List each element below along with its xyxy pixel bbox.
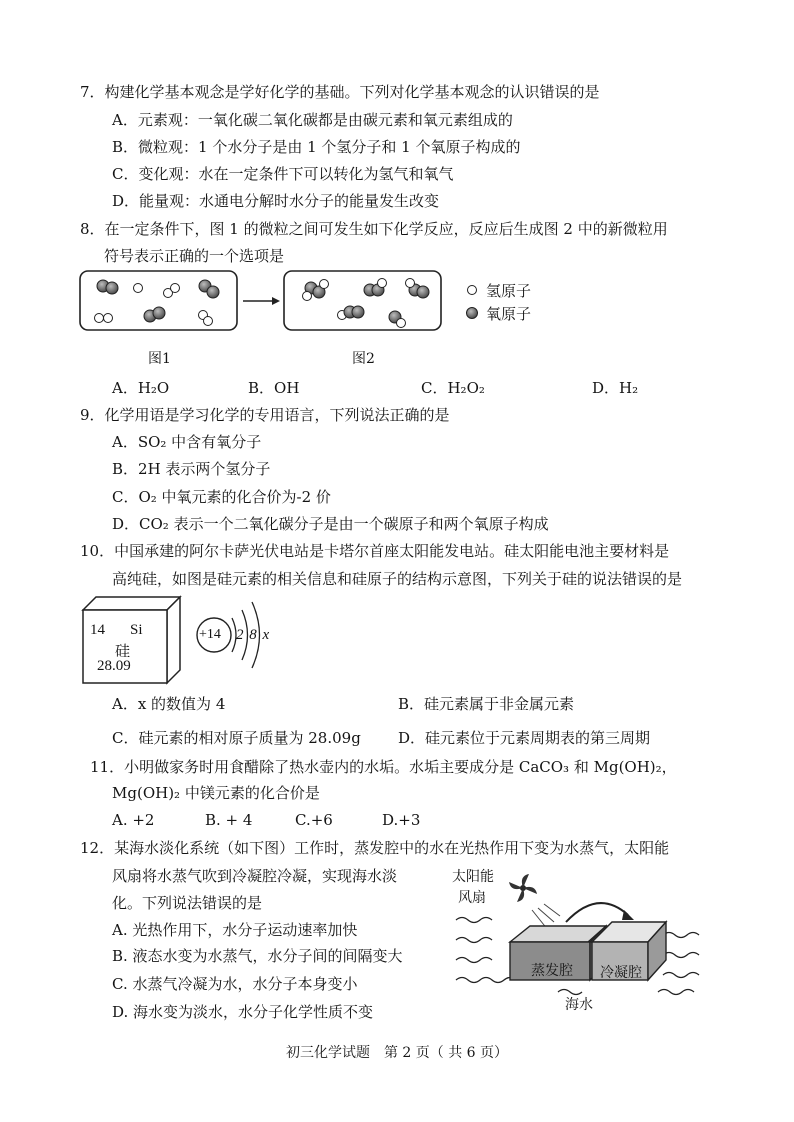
- q11-option-a: A. +2: [112, 811, 155, 829]
- q8-option-b: B．OH: [248, 379, 300, 397]
- q10-stem-continued: 高纯硅，如图是硅元素的相关信息和硅原子的结构示意图，下列关于硅的说法错误的是: [112, 570, 683, 588]
- q8-stem-continued: 符号表示正确的一个选项是: [104, 247, 285, 265]
- q10-option-b: B．硅元素属于非金属元素: [398, 695, 575, 713]
- q12-option-d: D. 海水变为淡水，水分子化学性质不变: [112, 1003, 374, 1021]
- element-number: 14: [90, 622, 105, 638]
- fig-sea-label: 海水: [565, 997, 593, 1013]
- q8-stem: 8．在一定条件下，图 1 的微粒之间可发生如下化学反应，反应后生成图 2 中的新微粒用: [80, 220, 668, 238]
- q12-option-b: B. 液态水变为水蒸气，水分子间的间隔变大: [112, 947, 403, 965]
- q7-option-d: D．能量观：水通电分解时水分子的能量发生改变: [112, 192, 440, 210]
- q7-option-a: A．元素观：一氧化碳二氧化碳都是由碳元素和氧元素组成的: [112, 111, 513, 129]
- q11-stem-continued: Mg(OH)₂ 中镁元素的化合价是: [112, 784, 320, 802]
- q12-option-a: A. 光热作用下，水分子运动速率加快: [112, 921, 358, 939]
- fig-fan-label-1: 太阳能: [452, 869, 494, 885]
- q11-option-d: D.+3: [382, 811, 421, 829]
- q12-stem-continued: 风扇将水蒸气吹到冷凝腔冷凝，实现海水淡: [112, 867, 398, 885]
- q9-option-c: C．O₂ 中氧元素的化合价为-2 价: [112, 488, 331, 506]
- legend-oxygen: 氧原子: [486, 305, 532, 323]
- q7-option-c: C．变化观：水在一定条件下可以转化为氢气和氧气: [112, 165, 454, 183]
- q8-option-c: C．H₂O₂: [421, 379, 485, 397]
- fig-fan-label-2: 风扇: [458, 890, 486, 906]
- q8-option-a: A．H₂O: [112, 379, 170, 397]
- q12-stem: 12．某海水淡化系统（如下图）工作时，蒸发腔中的水在光热作用下变为水蒸气，太阳能: [80, 839, 670, 857]
- q10-stem: 10．中国承建的阿尔卡萨光伏电站是卡塔尔首座太阳能发电站。硅太阳能电池主要材料是: [80, 542, 670, 560]
- hydrogen-atom-icon: [468, 286, 477, 295]
- fig-cond-label: 冷凝腔: [600, 965, 642, 981]
- legend-hydrogen: 氢原子: [486, 282, 532, 300]
- q8-option-d: D．H₂: [592, 379, 639, 397]
- q11-option-b: B. + 4: [205, 811, 253, 829]
- fig-evap-label: 蒸发腔: [531, 963, 573, 979]
- fig2-label: 图2: [352, 351, 375, 367]
- q9-stem: 9．化学用语是学习化学的专用语言，下列说法正确的是: [80, 406, 450, 424]
- q9-option-a: A．SO₂ 中含有氧分子: [112, 433, 262, 451]
- element-symbol: Si: [130, 622, 143, 638]
- atom-nucleus: +14: [199, 627, 221, 642]
- q11-stem: 11．小明做家务时用食醋除了热水壶内的水垢。水垢主要成分是 CaCO₃ 和 Mg(OH)₂，: [90, 758, 677, 776]
- oxygen-atom-icon: [467, 308, 478, 319]
- q9-option-b: B．2H 表示两个氢分子: [112, 460, 271, 478]
- element-mass: 28.09: [97, 658, 131, 674]
- atom-shells: 2 8 x: [236, 627, 270, 643]
- q8-reaction-figure: [0, 268, 794, 348]
- q12-stem-continued-2: 化。下列说法错误的是: [112, 894, 263, 912]
- element-name: 硅: [115, 644, 131, 660]
- page-footer: 初三化学试题 第 2 页（ 共 6 页）: [285, 1045, 509, 1061]
- q7-stem: 7．构建化学基本观念是学好化学的基础。下列对化学基本观念的认识错误的是: [80, 83, 600, 101]
- q9-option-d: D．CO₂ 表示一个二氧化碳分子是由一个碳原子和两个氧原子构成: [112, 515, 549, 533]
- q10-option-a: A．x 的数值为 4: [112, 695, 226, 713]
- solar-fan-icon: [509, 874, 537, 902]
- q7-option-b: B．微粒观：1 个水分子是由 1 个氢分子和 1 个氧原子构成的: [112, 138, 521, 156]
- q12-option-c: C. 水蒸气冷凝为水，水分子本身变小: [112, 975, 358, 993]
- fig1-label: 图1: [148, 351, 171, 367]
- q10-option-d: D．硅元素位于元素周期表的第三周期: [398, 729, 651, 747]
- q10-option-c: C．硅元素的相对原子质量为 28.09g: [112, 729, 361, 747]
- q11-option-c: C.+6: [295, 811, 333, 829]
